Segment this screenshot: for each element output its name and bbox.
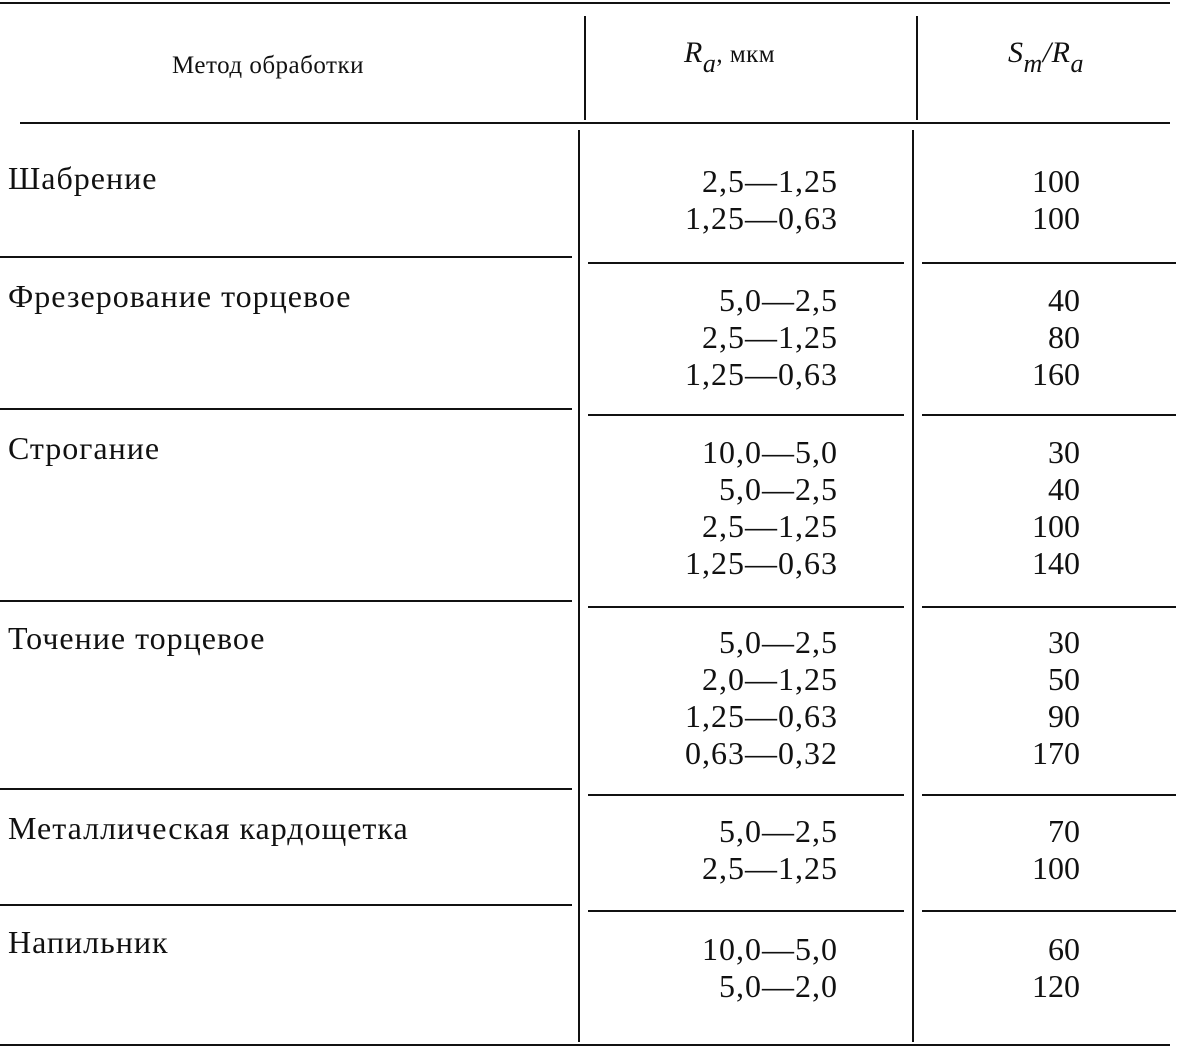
group-rule (588, 606, 904, 608)
group-rule (922, 794, 1176, 796)
group-rule (922, 262, 1176, 264)
ratio-value: 140 (1032, 545, 1080, 581)
ra-value: 5,0—2,5 (719, 813, 838, 849)
ratio-value: 40 (1048, 471, 1080, 507)
group-rule (922, 606, 1176, 608)
ra-value: 1,25—0,63 (685, 545, 838, 581)
header-ratio-symbol: R (1051, 36, 1071, 69)
header-ratio (1008, 36, 1084, 79)
ratio-cell (1000, 163, 1080, 237)
ra-cell (646, 434, 838, 582)
ratio-value: 160 (1032, 356, 1080, 392)
header-ra (684, 36, 775, 79)
header-sm-symbol: S (1008, 36, 1024, 69)
header-ra-subscript: a (702, 49, 717, 78)
ra-cell (646, 931, 838, 1005)
group-rule (588, 794, 904, 796)
ratio-cell (1000, 624, 1080, 772)
group-rule (588, 262, 904, 264)
method-cell: Напильник (8, 924, 169, 960)
table-top-rule (0, 2, 1170, 4)
ratio-value: 30 (1048, 434, 1080, 470)
header-method: Метод обработки (172, 52, 364, 79)
ra-value: 2,5—1,25 (702, 508, 838, 544)
header-column-divider-2 (916, 16, 918, 120)
ratio-cell (1000, 813, 1080, 887)
ra-cell (646, 813, 838, 887)
ratio-value: 100 (1032, 200, 1080, 236)
ra-cell (646, 163, 838, 237)
ratio-value: 50 (1048, 661, 1080, 697)
group-rule (0, 600, 572, 602)
ratio-value: 40 (1048, 282, 1080, 318)
ra-value: 1,25—0,63 (685, 356, 838, 392)
header-bottom-rule (20, 122, 1170, 124)
ratio-value: 100 (1032, 508, 1080, 544)
ra-value: 2,5—1,25 (702, 163, 838, 199)
ratio-cell (1000, 434, 1080, 582)
ra-value: 2,5—1,25 (702, 319, 838, 355)
group-rule (588, 910, 904, 912)
ra-cell (646, 282, 838, 393)
method-cell: Фрезерование торцевое (8, 278, 352, 314)
ratio-value: 120 (1032, 968, 1080, 1004)
ratio-value: 100 (1032, 850, 1080, 886)
table-bottom-rule (0, 1044, 1170, 1046)
ra-value: 5,0—2,5 (719, 624, 838, 660)
ra-value: 2,5—1,25 (702, 850, 838, 886)
group-rule (0, 904, 572, 906)
ratio-cell (1000, 931, 1080, 1005)
body-column-divider-2 (912, 130, 914, 1042)
ratio-cell (1000, 282, 1080, 393)
ra-value: 10,0—5,0 (702, 434, 838, 470)
ra-value: 1,25—0,63 (685, 698, 838, 734)
header-column-divider-1 (584, 16, 586, 120)
ra-value: 5,0—2,5 (719, 471, 838, 507)
group-rule (922, 910, 1176, 912)
header-ratio-slash: / (1042, 36, 1052, 69)
group-rule (0, 256, 572, 258)
group-rule (588, 414, 904, 416)
group-rule (0, 788, 572, 790)
ra-value: 2,0—1,25 (702, 661, 838, 697)
header-ra-unit: , мкм (716, 41, 776, 68)
group-rule (0, 408, 572, 410)
ratio-value: 80 (1048, 319, 1080, 355)
header-ratio-subscript: a (1070, 49, 1084, 78)
header-ra-symbol: R (684, 36, 703, 69)
ra-value: 5,0—2,5 (719, 282, 838, 318)
body-column-divider-1 (578, 130, 580, 1042)
group-rule (922, 414, 1176, 416)
ra-value: 5,0—2,0 (719, 968, 838, 1004)
ra-cell (646, 624, 838, 772)
header-sm-subscript: m (1023, 49, 1043, 78)
ra-value: 1,25—0,63 (685, 200, 838, 236)
ratio-value: 60 (1048, 931, 1080, 967)
ratio-value: 90 (1048, 698, 1080, 734)
ratio-value: 100 (1032, 163, 1080, 199)
ratio-value: 170 (1032, 735, 1080, 771)
method-cell: Строгание (8, 430, 161, 466)
method-cell: Металлическая кардощетка (8, 810, 409, 846)
ratio-value: 70 (1048, 813, 1080, 849)
method-cell: Шабрение (8, 160, 158, 196)
method-cell: Точение торцевое (8, 620, 266, 656)
ra-value: 10,0—5,0 (702, 931, 838, 967)
ratio-value: 30 (1048, 624, 1080, 660)
ra-value: 0,63—0,32 (685, 735, 838, 771)
